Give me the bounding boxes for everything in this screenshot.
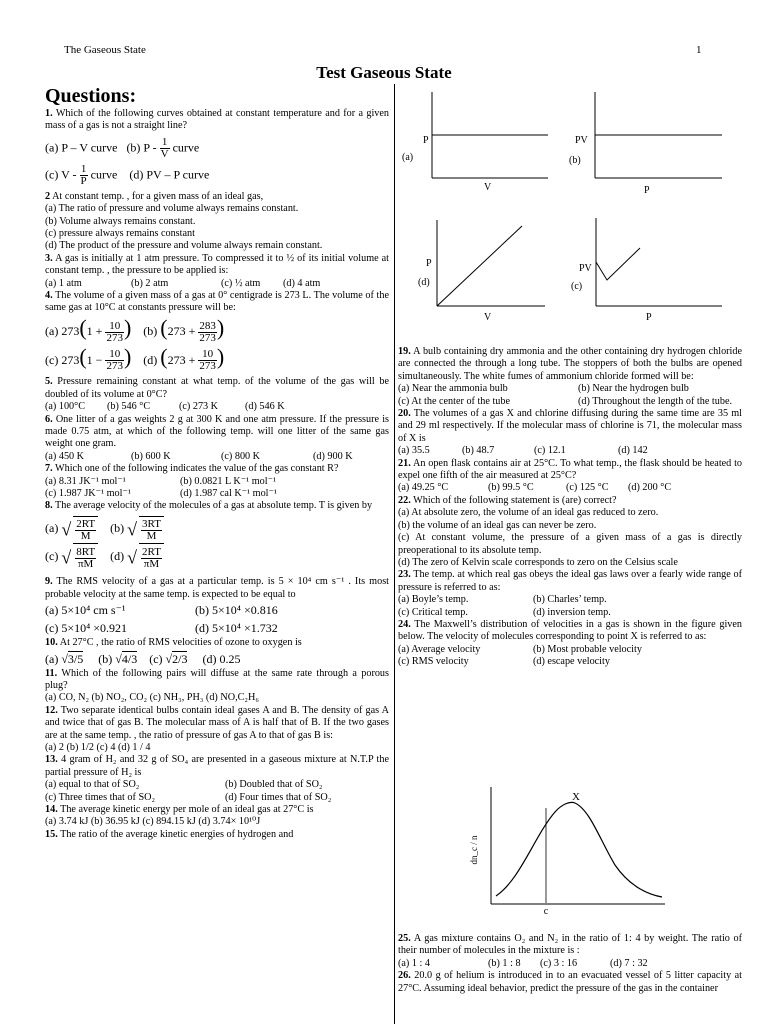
- q11-options: (a) CO, N₂ (b) NO₂, CO₂ (c) NH₃, PH₃ (d) NO,C₂H₆: [45, 692, 259, 704]
- q19-options-ab: (a) Near the ammonia bulb (b) Near the hydrogen bulb: [398, 383, 689, 395]
- question-11: 11. Which of the following pairs will diffuse at the same rate through a porous plug?: [45, 667, 389, 691]
- running-header: The Gaseous State: [64, 44, 146, 56]
- graph-b: [569, 92, 722, 196]
- graph-c-label: (c): [571, 281, 583, 292]
- graph-a-xlabel: V: [484, 182, 492, 193]
- q10-options: (a) √3/5 (b) √4/3 (c) √2/3 (d) 0.25: [45, 651, 241, 666]
- question-2: 2 At constant temp. , for a given mass of an ideal gas,: [45, 190, 264, 202]
- question-10: 10. At 27°C , the ratio of RMS velocities of ozone to oxygen is: [45, 637, 302, 649]
- q3-options: (a) 1 atm (b) 2 atm (c) ½ atm (d) 4 atm: [45, 277, 321, 289]
- q5-options: (a) 100°C (b) 546 °C (c) 273 K (d) 546 K: [45, 401, 285, 413]
- graph-b-label: (b): [569, 155, 581, 166]
- q22-option-a: (a) At absolute zero, the volume of an ideal gas reduced to zero.: [398, 507, 659, 519]
- q22-option-c: (c) At constant volume, the pressure of a given mass of a gas is directly preoperational to its absolute temp.: [398, 532, 742, 556]
- questions-heading: Questions:: [45, 85, 137, 107]
- q22-option-d: (d) The zero of Kelvin scale corresponds to zero on the Celsius scale: [398, 556, 678, 568]
- question-25: 25. A gas mixture contains O₂ and N₂ in the ratio of 1: 4 by weight. The ratio of their number of molecules in the mixture is :: [398, 933, 742, 957]
- q9-options-ab: (a) 5×10⁴ cm s⁻¹ (b) 5×10⁴ ×0.816: [45, 603, 278, 618]
- q21-options: (a) 49.25 °C (b) 99.5 °C (c) 125 °C (d) 200 °C: [398, 482, 672, 494]
- maxwell-xlabel: c: [543, 906, 549, 917]
- question-24: 24. The Maxwell’s distribution of velocities in a gas is shown in the figure given below. The velocity of molecules corresponding to point X is referred to as:: [398, 618, 742, 643]
- graph-b-ylabel: PV: [575, 135, 588, 146]
- q8-options-ab: (a) √ $\frac{2RT}{M}$ (b) √ $\frac{3RT}{M}$: [45, 515, 389, 543]
- question-8: 8. The average velocity of the molecules of a gas at absolute temp. T is given by: [45, 500, 373, 512]
- page-number: 1: [696, 44, 702, 56]
- question-1-options-ab: (a) P – V curve (b) P - $\frac{1}{V}$ curve: [45, 135, 200, 160]
- q9-options-cd: (c) 5×10⁴ ×0.921 (d) 5×10⁴ ×1.732: [45, 621, 278, 636]
- question-21: 21. An open flask contains air at 25°C. To what temp., the flask should be heated to expel one fifth of the air measured at 25°C?: [398, 457, 743, 482]
- graph-b-xlabel: P: [644, 185, 650, 196]
- q23-options-ab: (a) Boyle’s temp. (b) Charles’ temp.: [398, 594, 607, 606]
- q20-options: (a) 35.5 (b) 48.7 (c) 12.1 (d) 142: [398, 445, 648, 457]
- q25-options: (a) 1 : 4 (b) 1 : 8 (c) 3 : 16 (d) 7 : 32: [398, 957, 648, 969]
- graphs-figure: [0, 0, 768, 345]
- q23-options-cd: (c) Critical temp. (d) inversion temp.: [398, 606, 611, 618]
- question-7: 7. Which one of the following indicates the value of the gas constant R?: [45, 463, 339, 475]
- graph-d-ylabel: P: [426, 258, 432, 269]
- maxwell-point-x: X: [572, 791, 580, 803]
- right-column-upper: [398, 346, 742, 669]
- graph-d-label: (d): [418, 277, 430, 288]
- question-13: 13. 4 gram of H₂ and 32 g of SO₄ are presented in a gaseous mixture at N.T.P the partial pressure of H₂ is: [45, 754, 390, 778]
- question-1: 1. Which of the following curves obtained at constant temperature and for a given mass of a gas is not a straight line?: [45, 108, 389, 132]
- q6-options: (a) 450 K (b) 600 K (c) 800 K (d) 900 K: [45, 450, 353, 462]
- question-19: 19. A bulb containing dry ammonia and the other containing dry hydrogen chloride are connected the through a long tube. The stoppers of both the bulbs are opened simultaneously. The white fumes of ammonium chloride formed will be:: [398, 346, 742, 382]
- page-title: Test Gaseous State: [316, 63, 452, 82]
- q7-options-cd: (c) 1.987 JK⁻¹ mol⁻¹ (d) 1.987 cal K⁻¹ mol⁻¹: [45, 488, 277, 500]
- question-15: 15. The ratio of the average kinetic energies of hydrogen and: [45, 828, 294, 840]
- question-23: 23. The temp. at which real gas obeys the ideal gas laws over a fearly wide range of pressure is referred to as:: [398, 569, 742, 593]
- question-20: 20. The volumes of a gas X and chlorine diffusing during the same time are 35 ml and 29 ml respectively. If the molecular mass of chlorine is 71, the molecular mass of X is: [398, 408, 742, 444]
- question-4: 4. The volume of a given mass of a gas at 0° centigrade is 273 L. The volume of the same gas at 10°C at constants pressure will be:: [45, 290, 389, 314]
- graph-c-ylabel: PV: [579, 263, 592, 274]
- q4-options-cd: (c) 273(1 − $\frac{10}{273}$ ) (d) (273 + $\frac{10}{273}$ ): [45, 343, 225, 373]
- graph-a-label: (a): [402, 152, 414, 163]
- q14-options: (a) 3.74 kJ (b) 36.95 kJ (c) 894.15 kJ (d) 3.74× 10¹⁰J: [45, 816, 261, 828]
- q12-options: (a) 2 (b) 1/2 (c) 4 (d) 1 / 4: [45, 742, 151, 753]
- graph-d-xlabel: V: [484, 312, 492, 323]
- q13-options-cd: (c) Three times that of SO₂ (d) Four times that of SO₂: [45, 791, 332, 803]
- q2-option-c: (c) pressure always remains constant: [45, 228, 195, 240]
- graph-a: [402, 92, 548, 193]
- question-3: 3. A gas is initially at 1 atm pressure. To compressed it to ½ of its initial volume at constant temp. , the pressure to be applied is:: [45, 252, 390, 277]
- graph-c-xlabel: P: [646, 312, 652, 323]
- right-column-lower: [398, 933, 742, 995]
- maxwell-curve: [496, 802, 662, 897]
- q2-option-a: (a) The ratio of pressure and volume always remains constant.: [45, 203, 299, 215]
- q13-options-ab: (a) equal to that of SO₂ (b) Doubled that of SO₂: [45, 779, 323, 791]
- question-1-options-cd: (c) V - $\frac{1}{P}$ curve (d) PV – P curve: [45, 162, 210, 187]
- q19-options-cd: (c) At the center of the tube (d) Throughout the length of the tube.: [398, 395, 733, 407]
- q8-options-cd: (c) √ $\frac{8RT}{\pi M}$ (d) √ $\frac{2RT}{\pi M}$: [45, 543, 389, 571]
- q4-options-ab: (a) 273(1 + $\frac{10}{273}$ ) (b) (273 + $\frac{283}{273}$ ): [45, 314, 225, 344]
- q7-options-ab: (a) 8.31 JK⁻¹ mol⁻¹ (b) 0.0821 L K⁻¹ mol⁻¹: [45, 475, 276, 487]
- graph-d: [418, 220, 545, 323]
- question-26: 26. 20.0 g of helium is introduced in to an evacuated vessel of 5 litter capacity at 27°C. Assuming ideal behavior, predict the pressure of the gas in the container: [398, 970, 743, 994]
- q24-options-ab: (a) Average velocity (b) Most probable velocity: [398, 643, 642, 655]
- question-22: 22. Which of the following statement is (are) correct?: [398, 494, 617, 506]
- question-9: 9. The RMS velocity of a gas at a particular temp. is 5 × 10⁴ cm s⁻¹ . Its most probable velocity at the same temp. is expected to be equal to: [45, 576, 389, 600]
- question-6: 6. One litter of a gas weights 2 g at 300 K and one atm pressure. If the pressure is made 0.75 atm, at which of the following temp. will one litter of the same gas weight one gram.: [45, 413, 389, 450]
- maxwell-ylabel: dn_c / n: [469, 835, 479, 865]
- q2-option-b: (b) Volume always remains constant.: [45, 215, 196, 227]
- graph-c: [571, 218, 722, 323]
- question-14: 14. The average kinetic energy per mole of an ideal gas at 27°C is: [45, 804, 314, 816]
- graph-a-ylabel: P: [423, 135, 429, 146]
- question-12: 12. Two separate identical bulbs contain ideal gases A and B. The density of gas A and twice that of gas B. The molecular mass of A is half that of B. If the two gases are at the same temp. , the ratio of pressure of gas A to that of gas B is:: [45, 704, 389, 741]
- q22-option-b: (b) the volume of an ideal gas can never be zero.: [398, 519, 597, 531]
- q2-option-d: (d) The product of the pressure and volume always remain constant.: [45, 240, 323, 252]
- q24-options-cd: (c) RMS velocity (d) escape velocity: [398, 656, 610, 668]
- question-5: 5. Pressure remaining constant at what temp. of the volume of the gas will be doubled of its volume at 0°C?: [45, 376, 390, 400]
